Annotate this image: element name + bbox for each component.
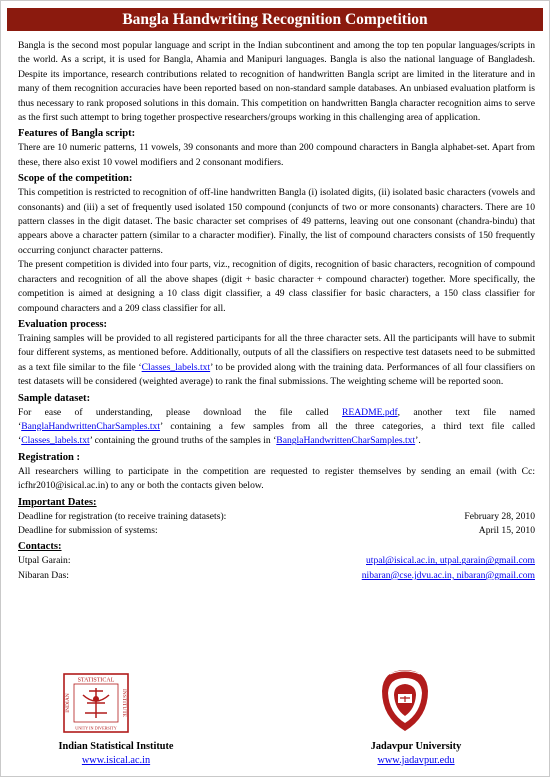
- registration-text: All researchers willing to participate in the competition are requested to register themselves by sending an email (with Cc: icfhr2010@isical.ac.in) to any or both the contacts given below.: [18, 465, 535, 492]
- intro-paragraph: Bangla is the second most popular language and script in the Indian subcontinent and among the top ten popular languages/scripts in the world. As a script, it is used for Bangla, Ahamia and Manipuri languages. Bangla is also the national language of Bangladesh. Despite its importance, research contributions related to recognition of handwritten Bangla script are limited in the literature and in many of them recognition accuracies have been reported based on non-standard sample databases. An unbiased evaluation platform is thus necessary to rank proposed solutions in this domain. This competition on handwritten Bangla character recognition aims to serve as the first such attempt to bring together prospective researchers/groups working in this challenging area of application.: [18, 40, 535, 124]
- date-label: Deadline for registration (to receive training datasets):: [18, 510, 227, 522]
- date-row: [18, 524, 535, 538]
- date-row: [18, 510, 535, 524]
- scope-heading: Scope of the competition:: [18, 173, 133, 185]
- evaluation-heading: Evaluation process:: [18, 318, 107, 330]
- logos: [1, 673, 549, 733]
- isi-logo-icon: [63, 673, 129, 733]
- scope-paragraph-1: This competition is restricted to recognition of off-line handwritten Bangla (i) isolated digits, (ii) isolated basic characters (vowels and consonants) and (iii) a set of frequently used isolated 150 compound (conjuncts of two or more consonants) characters. There are 10 pattern classes in the digit dataset. The basic character set comprises of 49 patterns, leaving out one consonant (chandra-bindu) that appears above a character pattern (similar to a character modifier). Finally, the list of compound characters consists of 150 frequently occurring conjunct character patterns.: [18, 187, 535, 256]
- scope-paragraph-2: The present competition is divided into four parts, viz., recognition of digits, recognition of basic characters, recognition of compound characters and recognition of all the above shapes (digit + basic character + compound character) together. More specifically, the competition is aimed at designing a 10 class digit classifier, a 49 class classifier for basic characters, a 150 class classifier for compound characters and a 209 class classifier for all.: [18, 259, 535, 314]
- institute-url-link[interactable]: www.jadavpur.edu: [377, 755, 455, 766]
- contact-row: [18, 569, 535, 583]
- contact-email-link[interactable]: nibaran@cse.jdvu.ac.in, nibaran@gmail.com: [361, 569, 535, 581]
- evaluation-text: [18, 332, 535, 390]
- logo-text-bottom: UNITY IN DIVERSITY: [75, 725, 117, 731]
- contact-name: Nibaran Das:: [18, 569, 69, 581]
- features-text: There are 10 numeric patterns, 11 vowels, 39 consonants and more than 200 compound characters in Bangla alphabet-set. Apart from these, there also exist 10 vowel modifiers and 2 consonant modifiers.: [18, 142, 535, 168]
- logo-text-top: STATISTICAL: [77, 677, 115, 684]
- text-fragment: ’ containing a few samples from all the three categories, a third text file called ‘: [18, 420, 535, 447]
- classes-labels-link[interactable]: Classes_labels.txt: [21, 435, 90, 447]
- logo-text-left: INDIAN: [65, 693, 71, 713]
- samples-link[interactable]: BanglaHandwrittenCharSamples.txt: [276, 435, 416, 447]
- dates-heading: Important Dates:: [18, 496, 97, 508]
- institute-name: Jadavpur University: [370, 741, 462, 752]
- main-content: [18, 39, 535, 583]
- jadavpur-logo-icon: [378, 669, 432, 733]
- contact-row: [18, 554, 535, 568]
- date-label: Deadline for submission of systems:: [18, 524, 158, 536]
- institute-url-link[interactable]: www.isical.ac.in: [81, 755, 151, 766]
- registration-heading: Registration :: [18, 451, 81, 463]
- sample-text: [18, 406, 535, 449]
- date-value: February 28, 2010: [464, 510, 535, 522]
- institute-ju: [341, 741, 491, 766]
- date-value: April 15, 2010: [478, 524, 535, 536]
- text-fragment: ’ to be provided along with the training data. Performances of all four classifiers on test datasets will be considered (weighted average) to rank the final submissions. The weighting scheme will be reported soon.: [18, 361, 536, 388]
- readme-link[interactable]: README.pdf: [341, 406, 398, 418]
- contacts-heading: Contacts:: [18, 541, 62, 553]
- text-fragment: ’ containing the ground truths of the samples in ‘: [89, 435, 277, 447]
- text-fragment: Training samples will be provided to all registered participants for all the three character sets. All the participants will have to submit four different systems, as mentioned before. Additionally, outputs of all the classifiers on respective test datasets need to be submitted as a text file similar to the file ‘: [18, 332, 535, 373]
- features-heading: Features of Bangla script:: [18, 128, 136, 140]
- text-fragment: , another text file named ‘: [18, 406, 535, 432]
- institute-name: Indian Statistical Institute: [58, 741, 174, 752]
- classes-labels-link[interactable]: Classes_labels.txt: [141, 361, 211, 373]
- institute-isi: [31, 741, 201, 766]
- logo-text-right: INSTITUTE: [121, 688, 127, 718]
- contact-name: Utpal Garain:: [18, 555, 71, 567]
- samples-link[interactable]: BanglaHandwrittenCharSamples.txt: [21, 420, 161, 432]
- text-fragment: For ease of understanding, please download the file called: [18, 406, 342, 418]
- contact-email-link[interactable]: utpal@isical.ac.in, utpal.garain@gmail.com: [366, 555, 535, 567]
- page-title: Bangla Handwriting Recognition Competition: [7, 8, 543, 31]
- sample-heading: Sample dataset:: [18, 392, 91, 404]
- text-fragment: ’.: [415, 435, 421, 447]
